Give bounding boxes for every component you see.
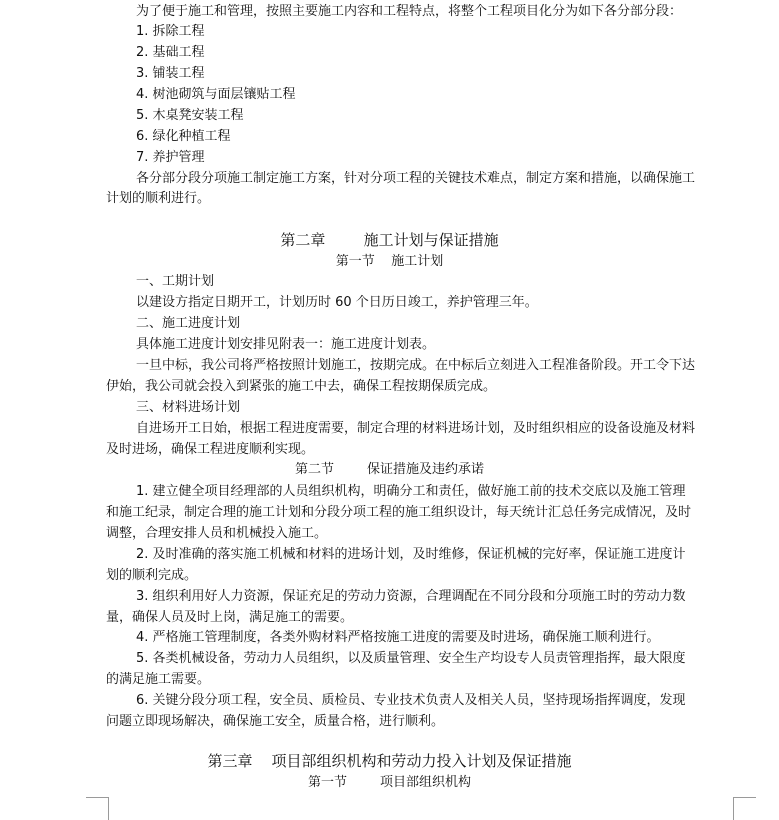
heading-progress: 二、施工进度计划	[136, 316, 241, 331]
measure-5-line: 5. 各类机械设备，劳动力人员组织，以及质量管理、安全生产均设专人员责管理指挥，最大限度	[136, 651, 686, 666]
measure-2-line: 2. 及时准确的落实施工机械和材料的进场计划，及时维修，保证机械的完好率，保证施工进度计	[136, 547, 686, 562]
chapter-3-section-1-title: 第一节 项目部组织机构	[307, 775, 472, 790]
measure-6-line: 6. 关键分段分项工程，安全员、质检员、专业技术负责人及相关人员，坚持现场指挥调度，发现	[136, 693, 686, 708]
measure-3-line: 3. 组织利用好人力资源，保证充足的劳动力资源，合理调配在不同分段和分项施工时的劳动力数	[136, 589, 686, 604]
list-item: 4. 树池砌筑与面层镶贴工程	[136, 87, 296, 102]
list-item: 6. 绿化种植工程	[136, 129, 231, 144]
measure-1-line: 调整，合理安排人员和机械投入施工。	[106, 526, 328, 541]
paragraph-progress: 具体施工进度计划安排见附表一：施工进度计划表。	[136, 337, 436, 352]
list-item: 3. 铺装工程	[136, 66, 205, 81]
list-item: 2. 基础工程	[136, 45, 205, 60]
summary-paragraph-line: 计划的顺利进行。	[106, 191, 211, 206]
margin-corner-mark-left	[86, 797, 109, 820]
paragraph-materials-line: 自进场开工日始，根据工程进度需要，制定合理的材料进场计划，及时组织相应的设备设施及材料	[136, 421, 696, 436]
heading-materials: 三、材料进场计划	[136, 400, 241, 415]
heading-schedule: 一、工期计划	[136, 274, 215, 289]
measure-1-line: 和施工纪录，制定合理的施工计划和分段分项工程的施工组织设计，每天统计汇总任务完成情况，及时	[106, 505, 692, 520]
chapter-2-section-1-title: 第一节 施工计划	[335, 254, 444, 269]
measure-5-line: 的满足施工需要。	[106, 672, 211, 687]
chapter-2-title: 第二章 施工计划与保证措施	[280, 231, 499, 249]
list-item: 5. 木桌凳安装工程	[136, 108, 244, 123]
paragraph-commitment-line: 一旦中标，我公司将严格按照计划施工，按期完成。在中标后立刻进入工程准备阶段。开工令下达	[136, 358, 696, 373]
list-item: 7. 养护管理	[136, 150, 205, 165]
margin-corner-mark-right	[733, 797, 756, 820]
intro-paragraph: 为了便于施工和管理，按照主要施工内容和工程特点，将整个工程项目化分为如下各分部分段：	[136, 4, 683, 19]
measure-1-line: 1. 建立健全项目经理部的人员组织机构，明确分工和责任，做好施工前的技术交底以及施工管理	[136, 484, 686, 499]
chapter-3-title: 第三章 项目部组织机构和劳动力投入计划及保证措施	[207, 752, 572, 770]
summary-paragraph-line: 各分部分段分项施工制定施工方案，针对分项工程的关键技术难点，制定方案和措施，以确保施工	[136, 171, 696, 186]
chapter-2-section-2-title: 第二节 保证措施及违约承诺	[294, 462, 485, 477]
measure-6-line: 问题立即现场解决，确保施工安全，质量合格，进行顺利。	[106, 714, 445, 729]
paragraph-materials-line: 及时进场，确保工程进度顺利实现。	[106, 442, 315, 457]
measure-3-line: 量，确保人员及时上岗，满足施工的需要。	[106, 610, 354, 625]
paragraph-schedule: 以建设方指定日期开工，计划历时 60 个日历日竣工，养护管理三年。	[136, 295, 538, 310]
list-item: 1. 拆除工程	[136, 24, 205, 39]
paragraph-commitment-line: 伊始，我公司就会投入到紧张的施工中去，确保工程按期保质完成。	[106, 379, 497, 394]
measure-4-line: 4. 严格施工管理制度，各类外购材料严格按施工进度的需要及时进场，确保施工顺利进行。	[136, 630, 660, 645]
measure-2-line: 划的顺利完成。	[106, 568, 198, 583]
